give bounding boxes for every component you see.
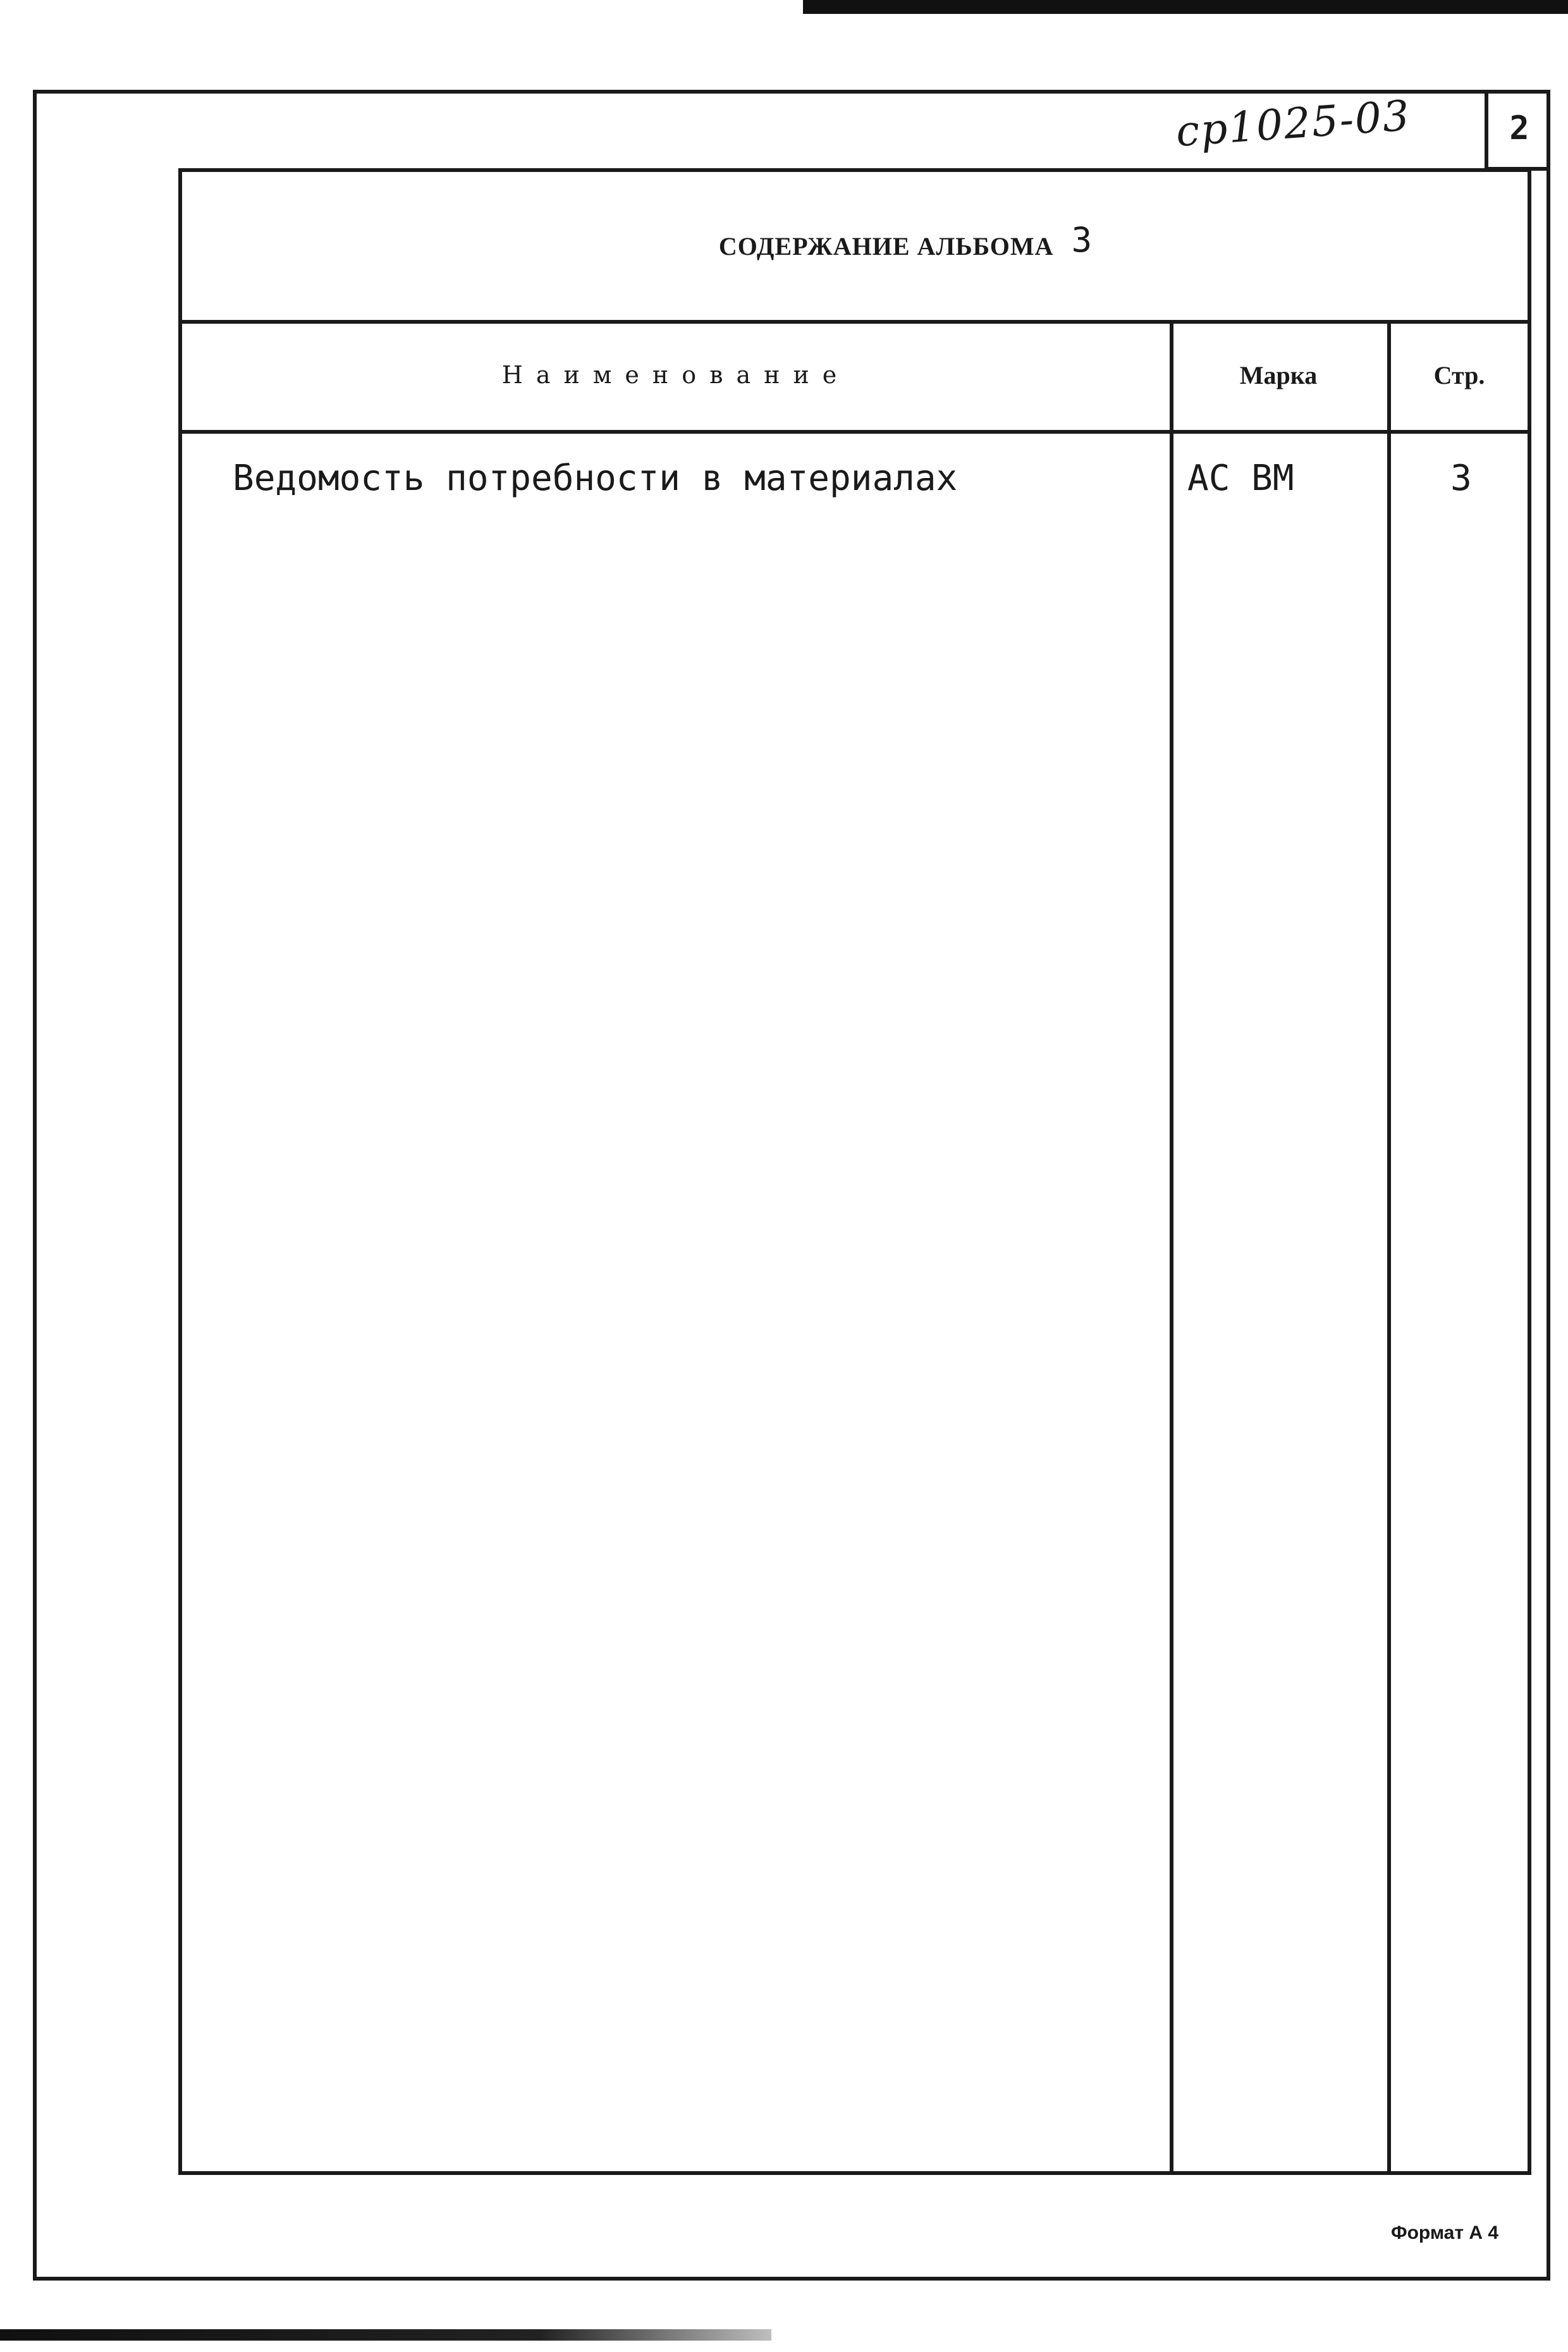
row-mark: АС ВМ <box>1187 457 1294 499</box>
document-code: ср1025-03 <box>1174 91 1412 156</box>
column-header-page: Стр. <box>1433 360 1485 389</box>
title-row <box>182 172 1528 324</box>
format-label: Формат А 4 <box>1391 2222 1499 2243</box>
scan-edge-bottom <box>0 2329 771 2341</box>
album-number: 3 <box>1071 219 1093 260</box>
column-divider-mark <box>1170 320 1173 2175</box>
scan-edge-top <box>803 0 1568 14</box>
column-header-name: Наименование <box>501 361 850 389</box>
page-number: 2 <box>1485 90 1550 171</box>
column-header-mark: Марка <box>1239 360 1318 389</box>
column-header-row <box>182 320 1528 434</box>
column-divider-page <box>1387 320 1391 2175</box>
table-row <box>182 434 1528 522</box>
contents-table <box>178 168 1531 2175</box>
row-page: 3 <box>1450 457 1472 499</box>
album-title: СОДЕРЖАНИЕ АЛЬБОМА <box>718 231 1054 260</box>
row-name: Ведомость потребности в материалах <box>233 457 958 499</box>
